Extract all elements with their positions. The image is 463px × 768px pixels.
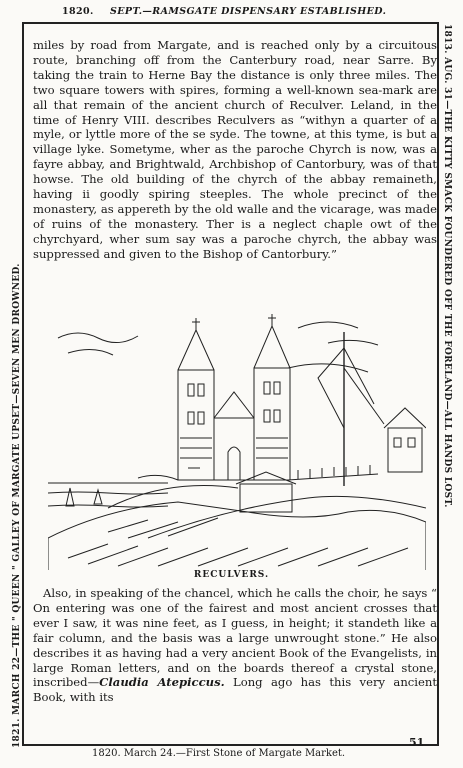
footer-note: 1820. March 24.—First Stone of Margate Market. (92, 748, 346, 759)
paragraph-2-text (33, 586, 437, 705)
paragraph-1-text: miles by road from Margate, and is reached only by a circuitous route, branching off from the Canterbury road, near Sarre. By taking the train to Herne Bay the distance is only three miles. The two square towers with spires, forming a well-known sea-mark are all that remain of the ancient church of Reculver. Leland, in the time of Henry VIII. describes Reculvers as “withyn a quarter of a myle, or lyttle more of the se syde. The towne, at this tyme, is but a village lyke. Sometyme, wher as the paroche Chyrch is now, was a fayre abbay, and Brightwald, Archbishop of Cantorbury, was of that howse. The old building of the chyrch of the abbay remaineth, having ii goodly spiring steeples. The whole precinct of the monastery, as appereth by the old walle and the vicarage, was made of ruins of the monastery. Ther is a neglect chaple owt of the chyrchyard, wher sum say was a paroche chyrch, the abbay was suppressed and given to the Bishop of Cantorbury.” (33, 38, 437, 261)
paragraph-1 (33, 38, 437, 262)
inscription-text: Claudia Atepiccus. (99, 675, 225, 690)
top-rule (22, 22, 438, 24)
paragraph-2 (33, 586, 437, 705)
reculvers-illustration (48, 308, 426, 570)
left-rule (22, 22, 24, 746)
right-rule (437, 22, 439, 746)
left-margin-note: 1821. MARCH 22—THE " QUEEN " GALLEY OF MARGATE UPSET—SEVEN MEN DROWNED. (12, 263, 22, 748)
running-head (32, 6, 432, 22)
bottom-rule (22, 744, 439, 746)
illustration-caption: RECULVERS. (193, 570, 270, 580)
paragraph-2-start: Also, in speaking of the chancel, which he calls the choir, he says “ On entering was one of the fairest and most ancient crosses that ever I saw, it was nine feet, as I guess, in height; it standeth like a fair column, and the basis was a large unwrought stone.” He also describes it as having had a very ancient Book of the Evangelists, in large Roman letters, and on the boards thereof a crystal stone, inscribed— (33, 586, 437, 690)
page-number: 51 (409, 736, 425, 749)
running-head-year: 1820. (62, 6, 94, 17)
running-head-event: SEPT.—RAMSGATE DISPENSARY ESTABLISHED. (110, 6, 387, 17)
right-margin-note: 1813. AUG. 31—THE KITTY SMACK FOUNDERED OFF THE FORELAND—ALL HANDS LOST. (442, 24, 452, 508)
paragraph-2-end: Long ago has this very ancient Book, with its (33, 675, 437, 705)
